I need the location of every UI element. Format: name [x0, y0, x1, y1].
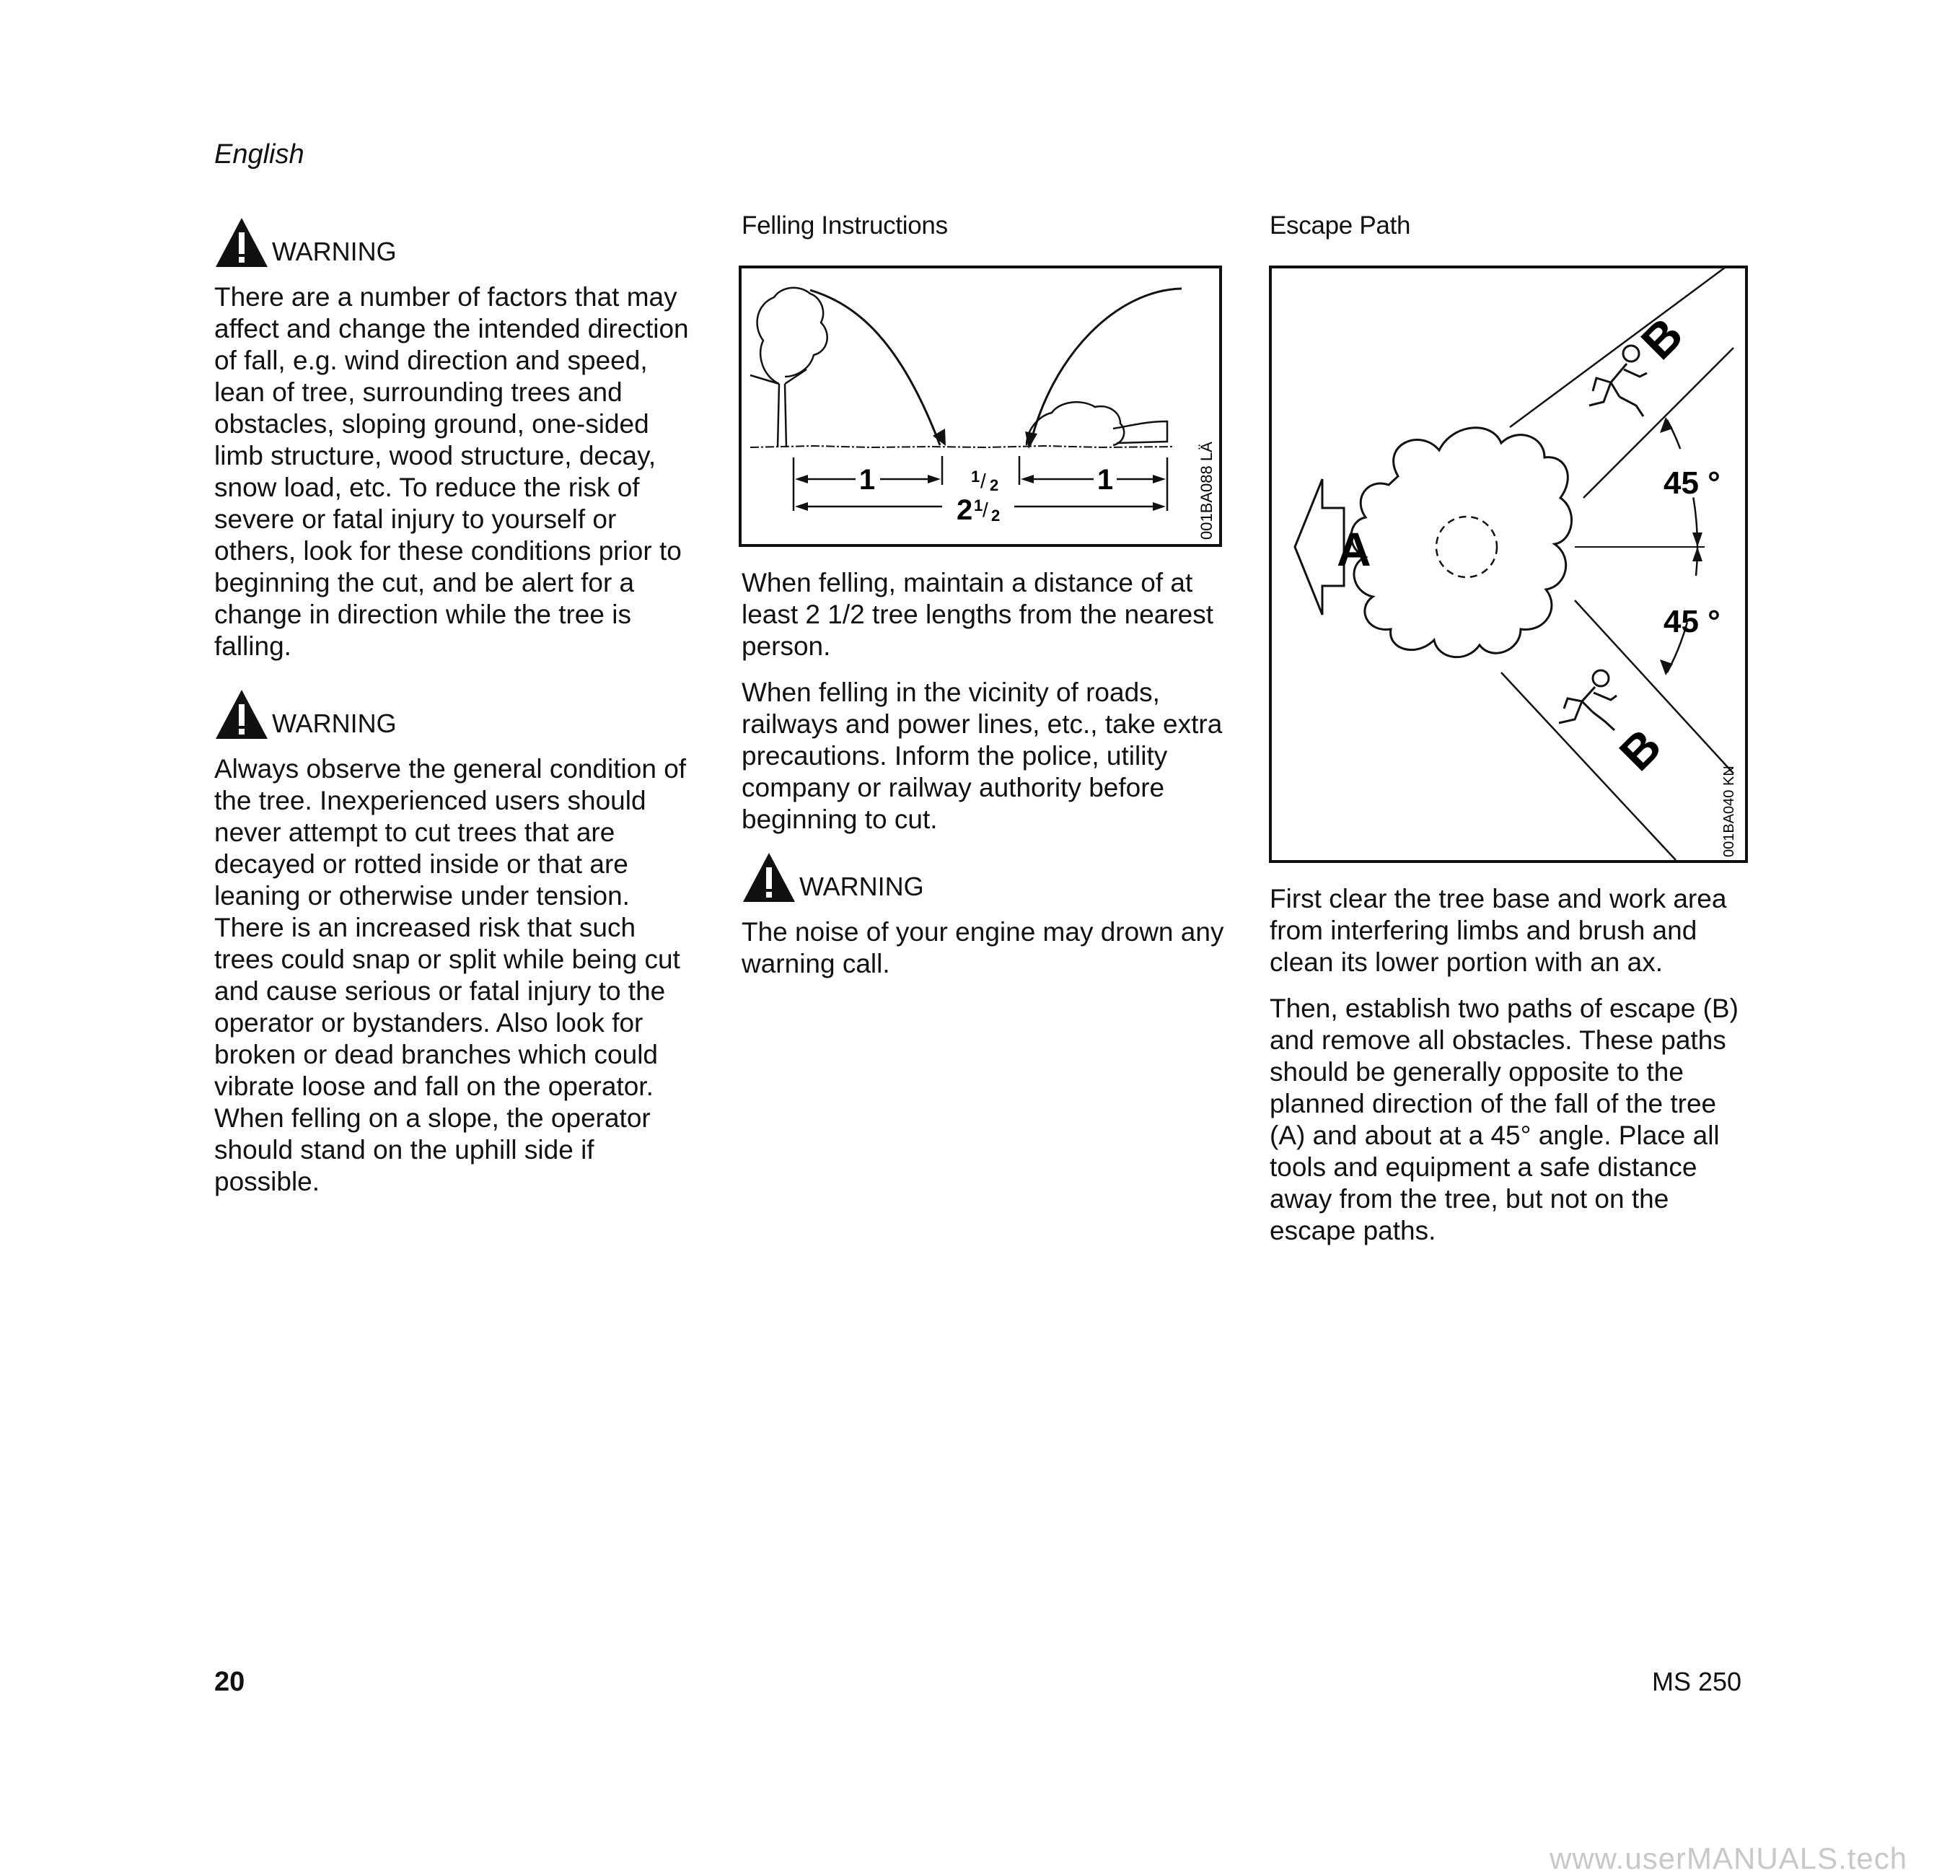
distance-half	[971, 468, 998, 494]
felling-distance-text: When felling, maintain a distance of at least 2 1/2 tree lengths from the nearest person.	[742, 568, 1214, 661]
felling-vicinity-text: When felling in the vicinity of roads, railways and power lines, etc., take extra precautions. Inform the police, utility company or railway authority before beginning to cut.	[742, 678, 1223, 834]
left-column-2	[214, 685, 712, 1198]
svg-text:1: 1	[974, 496, 983, 514]
warning-label: WARNING	[272, 237, 397, 266]
angle-label-top: 45 °	[1664, 465, 1721, 501]
warning-label: WARNING	[272, 709, 397, 738]
svg-text:2: 2	[991, 507, 1001, 525]
standing-tree	[750, 288, 827, 447]
warning-triangle-icon	[214, 216, 269, 268]
warning-triangle-icon	[742, 851, 796, 903]
warning-1-text: There are a number of factors that may affect and change the intended direction of fall, e.g. wind direction and speed, lean of tree, surrounding trees and obstacles, sloping ground, one-sided limb structure, wood structure, decay, snow load, etc. To reduce the risk of severe or fatal injury to yourself or others, look for these conditions prior to beginning the cut, and be alert for a change in direction while the tree is falling.	[214, 282, 689, 661]
escape-diagram	[1272, 268, 1751, 866]
warning-heading-1	[214, 214, 712, 268]
warning-triangle-icon	[214, 688, 269, 740]
felling-heading: Felling Instructions	[742, 211, 948, 240]
warning-2-text: Always observe the general condition of the tree. Inexperienced users should never attempt to cut trees that are decayed or rotted inside or that are leaning or otherwise under tension. There is an increased risk that such trees could snap or split while being cut and cause serious or fatal injury to the operator or bystanders. Also look for broken or dead branches which could vibrate loose and fall on the operator. When felling on a slope, the operator should stand on the uphill side if possible.	[214, 754, 687, 1196]
right-column-text	[1270, 883, 1767, 1247]
felling-figure	[739, 266, 1222, 547]
fallen-tree	[1027, 402, 1167, 445]
tree-crown-outline	[1351, 428, 1571, 657]
middle-column-text	[742, 567, 1239, 980]
figure-code: 001BA088 LÄ	[1197, 442, 1216, 540]
warning-heading-2	[214, 685, 712, 740]
distance-one-right: 1	[1097, 464, 1114, 496]
running-person-icon-bottom	[1559, 670, 1617, 730]
label-a: A	[1337, 522, 1371, 576]
running-person-icon-top	[1589, 346, 1647, 416]
svg-text:1: 1	[971, 468, 980, 486]
svg-text:2: 2	[990, 476, 999, 494]
label-b-top: B	[1630, 307, 1693, 369]
escape-figure	[1269, 266, 1748, 863]
svg-text:/: /	[983, 499, 988, 521]
warning-label: WARNING	[799, 872, 924, 901]
language-label: English	[214, 139, 304, 170]
model-name: MS 250	[1652, 1667, 1742, 1696]
escape-heading: Escape Path	[1270, 211, 1411, 240]
label-b-bottom: B	[1609, 718, 1671, 781]
warning-heading-3	[742, 849, 1239, 903]
distance-one-left: 1	[858, 464, 876, 496]
escape-path-text: Then, establish two paths of escape (B) and remove all obstacles. These paths should be generally opposite to the planned direction of the fall of the tree (A) and about at a 45° angle. Place all tools and equipment a safe distance away from the tree, but not on the escape paths.	[1270, 994, 1739, 1245]
page-number: 20	[214, 1667, 245, 1697]
angle-label-bottom: 45 °	[1664, 604, 1721, 639]
felling-diagram	[742, 268, 1225, 550]
clear-area-text: First clear the tree base and work area from interfering limbs and brush and clean its lower portion with an ax.	[1270, 884, 1727, 977]
distance-total	[957, 494, 1000, 526]
svg-text:/: /	[980, 470, 986, 492]
svg-text:2: 2	[957, 494, 973, 526]
left-column	[214, 214, 712, 662]
warning-3-text: The noise of your engine may drown any warning call.	[742, 917, 1224, 978]
watermark: www.userMANUALS.tech	[1550, 1841, 1908, 1875]
figure-code: 001BA040 KN	[1721, 766, 1737, 857]
